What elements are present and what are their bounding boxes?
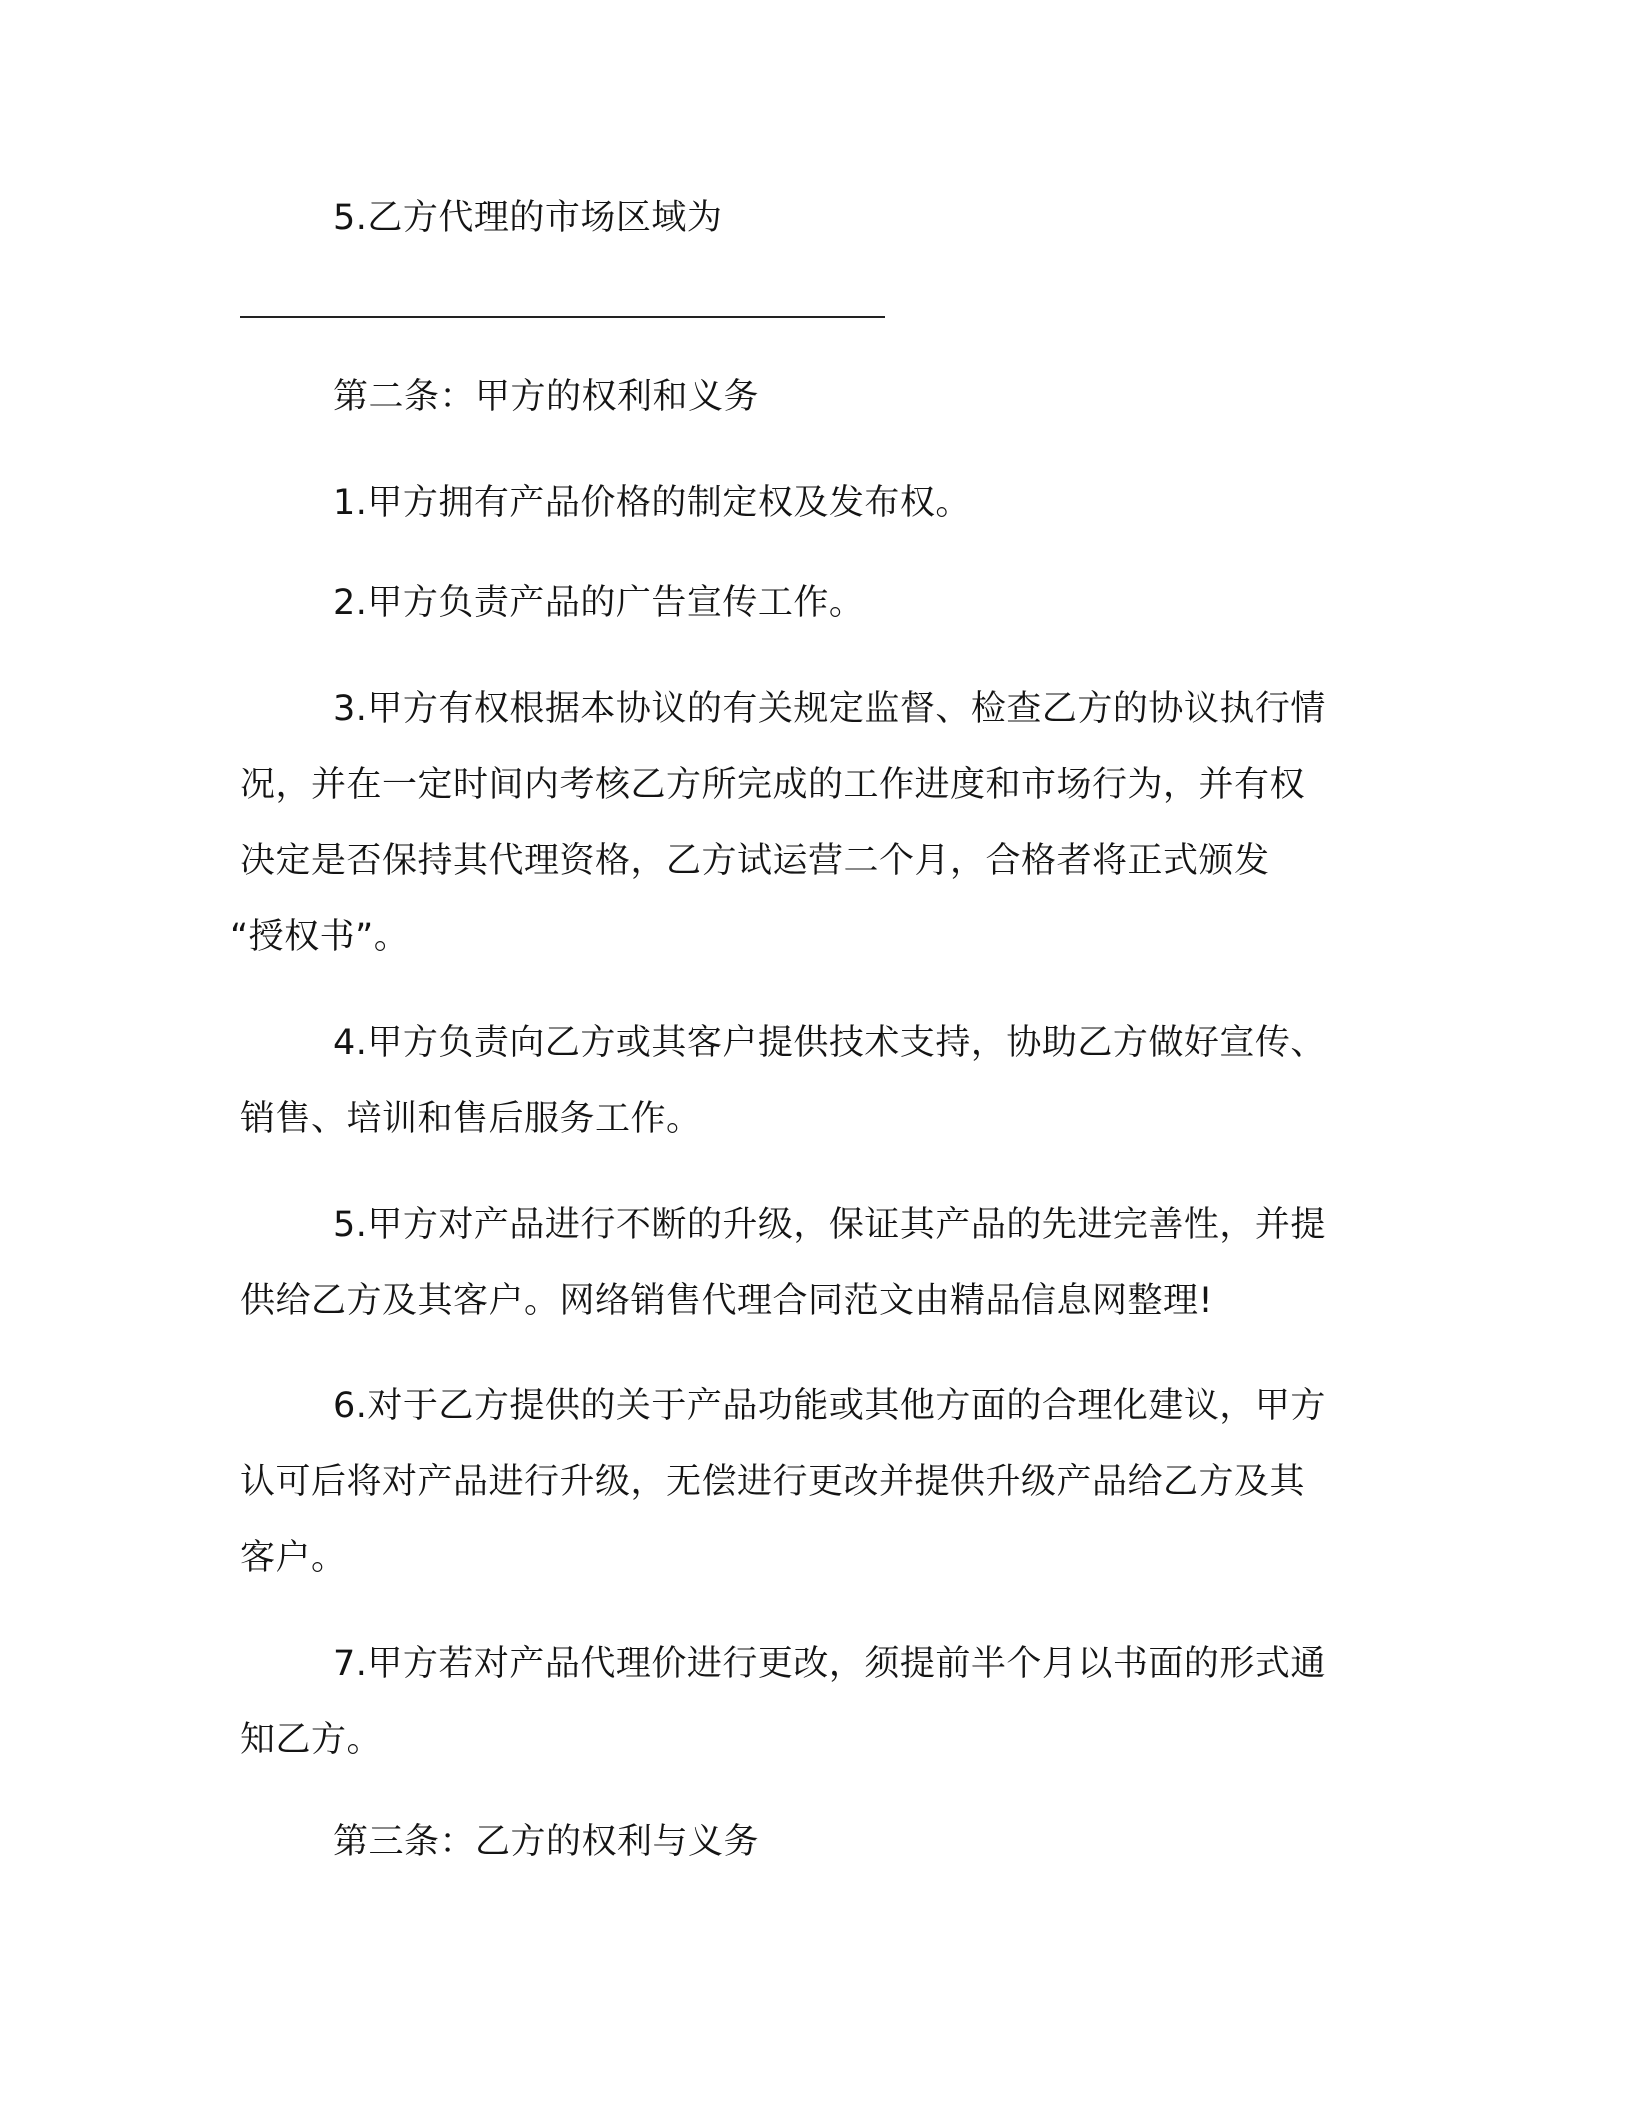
article-2-item-3-line-3: 决定是否保持其代理资格，乙方试运营二个月，合格者将正式颁发 [240, 841, 1270, 881]
article-2-item-7-line-1: 7.甲方若对产品代理价进行更改，须提前半个月以书面的形式通 [333, 1644, 1326, 1684]
article-2-item-2: 2.甲方负责产品的广告宣传工作。 [333, 583, 865, 623]
article-2-item-3-line-4: “授权书”。 [230, 917, 410, 957]
article-2-item-4-line-2: 销售、培训和售后服务工作。 [240, 1099, 702, 1139]
article-2-heading: 第二条：甲方的权利和义务 [333, 377, 760, 417]
article-2-item-3-line-1: 3.甲方有权根据本协议的有关规定监督、检查乙方的协议执行情 [333, 689, 1326, 729]
article-2-item-6-line-3: 客户。 [240, 1538, 347, 1578]
article-2-item-7-line-2: 知乙方。 [240, 1720, 383, 1760]
article-2-item-5-line-2: 供给乙方及其客户。网络销售代理合同范文由精品信息网整理! [240, 1281, 1214, 1321]
article-2-item-5-line-1: 5.甲方对产品进行不断的升级，保证其产品的先进完善性，并提 [333, 1205, 1326, 1245]
article-2-item-6-line-2: 认可后将对产品进行升级，无偿进行更改并提供升级产品给乙方及其 [240, 1462, 1306, 1502]
blank-fill-line [240, 316, 885, 318]
article-3-heading: 第三条：乙方的权利与义务 [333, 1822, 760, 1862]
article-2-item-6-line-1: 6.对于乙方提供的关于产品功能或其他方面的合理化建议，甲方 [333, 1386, 1326, 1426]
article-2-item-4-line-1: 4.甲方负责向乙方或其客户提供技术支持，协助乙方做好宣传、 [333, 1023, 1326, 1063]
article-2-item-3-line-2: 况，并在一定时间内考核乙方所完成的工作进度和市场行为，并有权 [240, 765, 1306, 805]
clause-item-5-market-region: 5.乙方代理的市场区域为 [333, 198, 723, 238]
article-2-item-1: 1.甲方拥有产品价格的制定权及发布权。 [333, 483, 971, 523]
